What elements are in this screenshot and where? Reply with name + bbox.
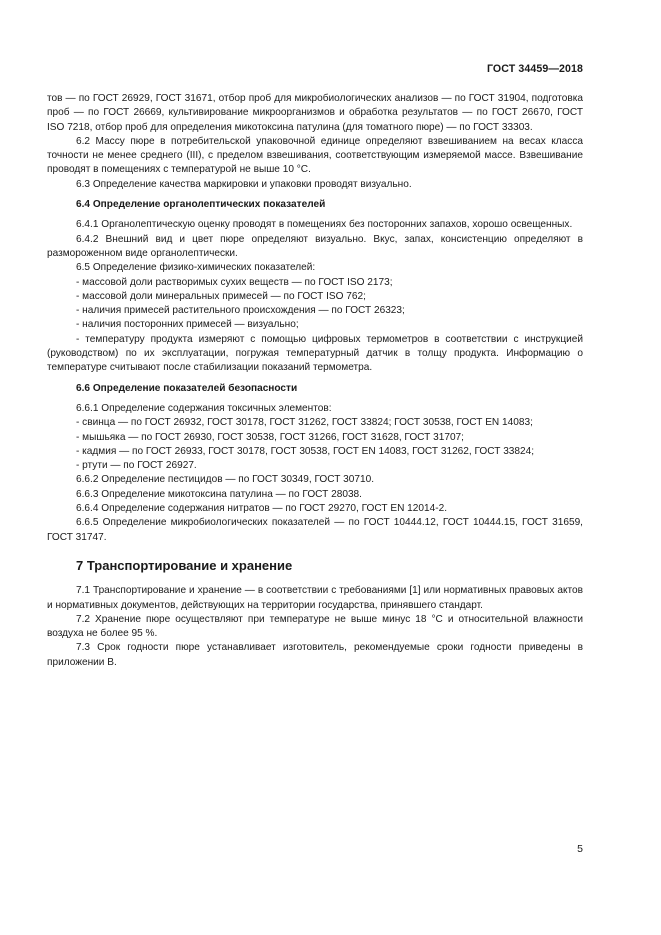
paragraph-7-2: 7.2 Хранение пюре осуществляют при температуре не выше минус 18 °С и относительной влажности воздуха не более 95 %. (47, 613, 583, 640)
paragraph-7-1: 7.1 Транспортирование и хранение — в соответствии с требованиями [1] или нормативных правовых актов и нормативных документов, действующих на территории государства, принявшего стандарт. (47, 585, 583, 611)
document-header: ГОСТ 34459—2018 (486, 63, 583, 75)
paragraph-continuation: тов — по ГОСТ 26929, ГОСТ 31671, отбор проб для микробиологических анализов — по ГОСТ 31904, подготовка проб — по ГОСТ 26669, культивирование микроорганизмов и обработка результатов — по ГОСТ 26670, ГОСТ ISO 7218, отбор проб для определения микотоксина патулина (для томатного пюре) — по ГОСТ 33303. (47, 93, 583, 133)
list-item: - свинца — по ГОСТ 26932, ГОСТ 30178, ГОСТ 31262, ГОСТ 33824; ГОСТ 30538, ГОСТ EN 14083; (76, 417, 533, 429)
page-content (47, 92, 583, 670)
list-item: - массовой доли минеральных примесей — по ГОСТ ISO 762; (76, 290, 366, 302)
list-item: - кадмия — по ГОСТ 26933, ГОСТ 30178, ГОСТ 30538, ГОСТ EN 14083, ГОСТ 31262, ГОСТ 33824; (76, 445, 535, 457)
section-heading-7: 7 Транспортирование и хранение (76, 557, 293, 573)
paragraph-6-6-3: 6.6.3 Определение микотоксина патулина — по ГОСТ 28038. (76, 488, 362, 500)
list-item: - ртути — по ГОСТ 26927. (76, 460, 197, 472)
paragraph-6-6-1: 6.6.1 Определение содержания токсичных элементов: (76, 402, 332, 414)
page-number: 5 (577, 843, 583, 855)
paragraph-6-5: 6.5 Определение физико-химических показателей: (76, 262, 316, 274)
paragraph-6-4-1: 6.4.1 Органолептическую оценку проводят в помещениях без посторонних запахов, хорошо освещенных. (76, 219, 573, 231)
paragraph-6-6-4: 6.6.4 Определение содержания нитратов — по ГОСТ 29270, ГОСТ EN 12014-2. (76, 503, 448, 515)
list-item: - мышьяка — по ГОСТ 26930, ГОСТ 30538, ГОСТ 31266, ГОСТ 31628, ГОСТ 31707; (76, 431, 464, 443)
paragraph-6-4-2: 6.4.2 Внешний вид и цвет пюре определяют визуально. Вкус, запах, консистенцию определяют в размороженном виде органолептически. (47, 233, 583, 259)
paragraph-6-6-2: 6.6.2 Определение пестицидов — по ГОСТ 30349, ГОСТ 30710. (76, 474, 375, 486)
paragraph-6-6-5: 6.6.5 Определение микробиологических показателей — по ГОСТ 10444.12, ГОСТ 10444.15, ГОСТ 31659, ГОСТ 31747. (47, 517, 583, 543)
paragraph-6-2: 6.2 Массу пюре в потребительской упаковочной единице определяют взвешиванием на весах класса точности не менее среднего (III), с пределом взвешивания, соответствующим измеряемой массе. Взвешивание проводят в помещениях с температурой не выше 10 °С. (47, 135, 583, 176)
list-item: - наличия посторонних примесей — визуально; (76, 319, 299, 331)
paragraph-6-3: 6.3 Определение качества маркировки и упаковки проводят визуально. (76, 178, 412, 190)
list-item: - температуру продукта измеряют с помощью цифровых термометров в соответствии с инструкцией (руководством) по их эксплуатации, погружая температурный датчик в толщу продукта. Информацию о температуре считывают после стабилизации показаний термометра. (47, 333, 583, 374)
paragraph-7-3: 7.3 Срок годности пюре устанавливает изготовитель, рекомендуемые сроки годности приведены в приложении В. (47, 642, 583, 668)
subheading-6-4: 6.4 Определение органолептических показателей (76, 199, 326, 211)
list-item: - наличия примесей растительного происхождения — по ГОСТ 26323; (76, 305, 405, 317)
list-item: - массовой доли растворимых сухих веществ — по ГОСТ ISO 2173; (76, 276, 393, 288)
subheading-6-6: 6.6 Определение показателей безопасности (76, 382, 298, 394)
